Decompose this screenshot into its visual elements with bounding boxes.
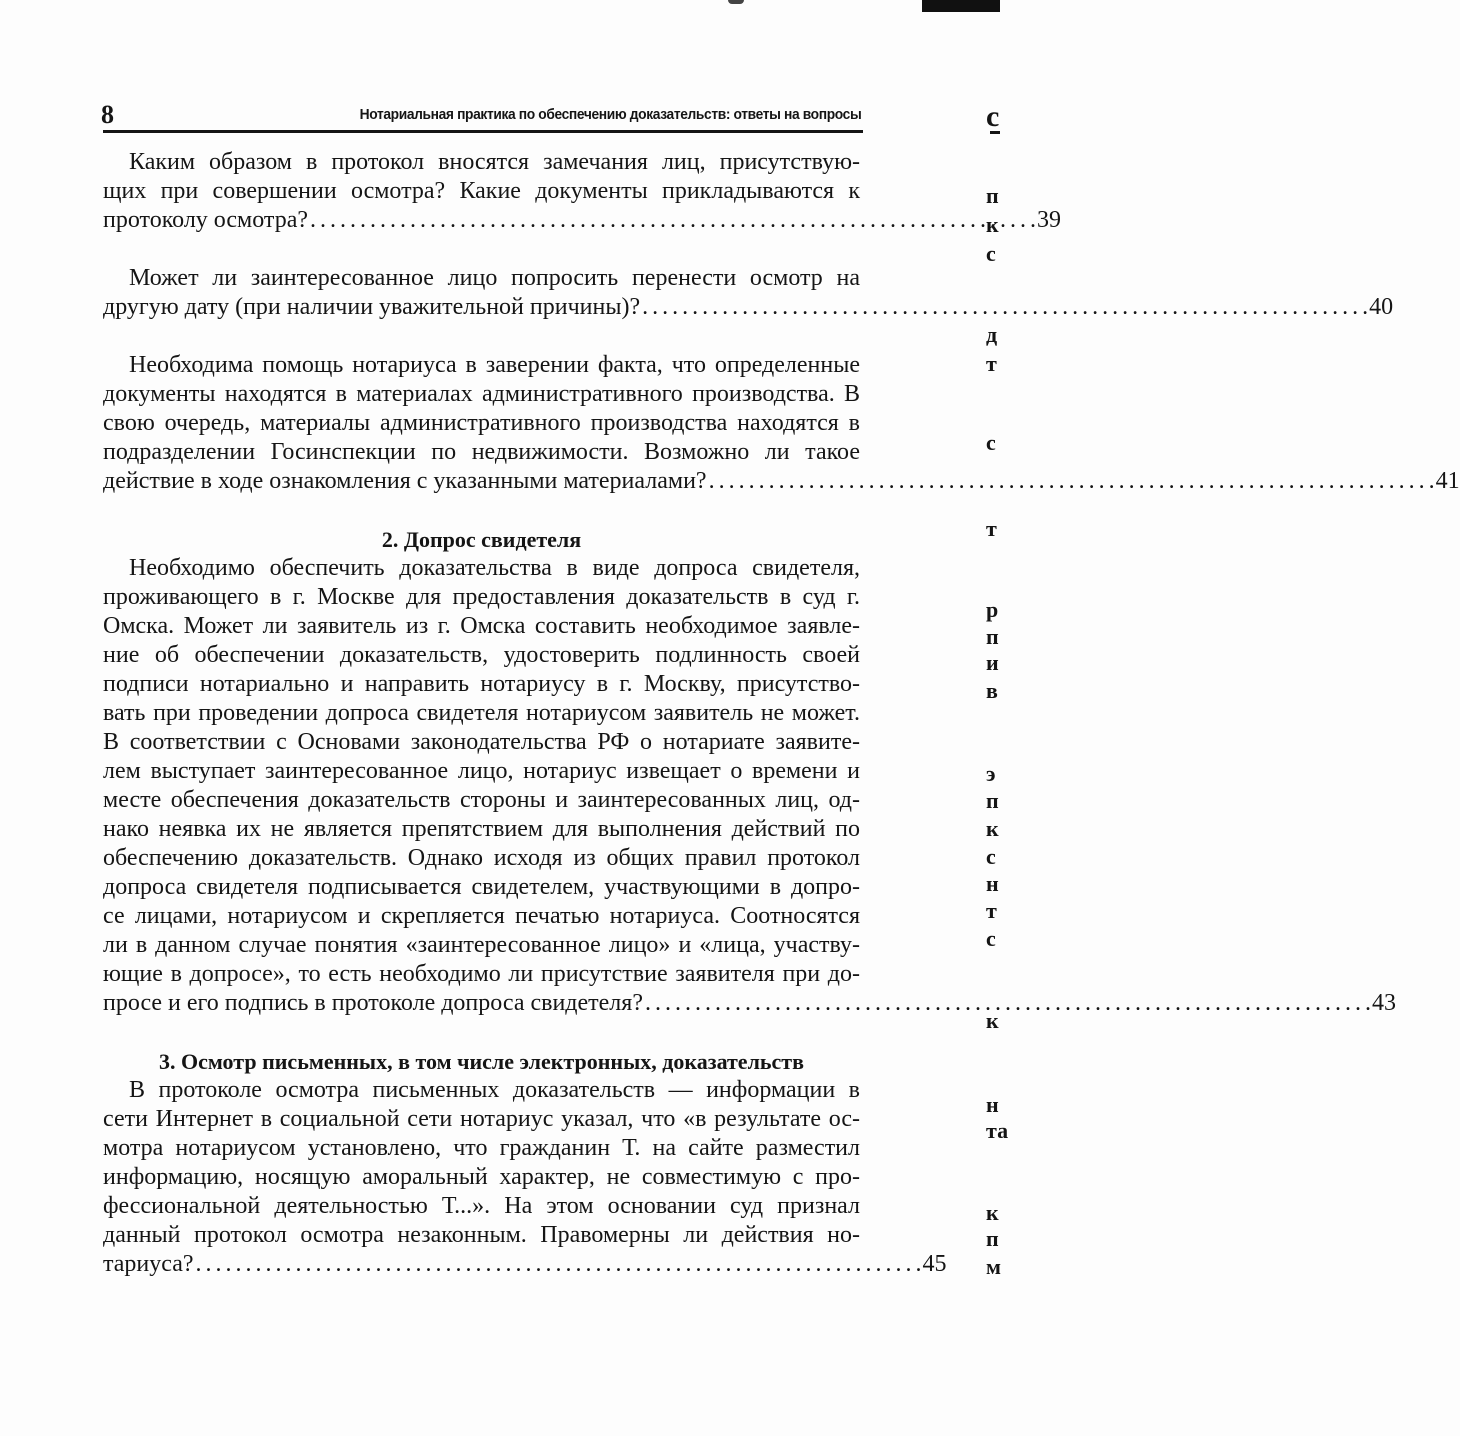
- scan-edge-bar: [922, 0, 1000, 12]
- entry-line: подразделении Госинспекции по недвижимости. Возможно ли такое: [103, 439, 860, 465]
- adjacent-page-fragment: н: [986, 871, 999, 896]
- section-heading: 2. Допрос свидетеля: [381, 527, 582, 552]
- toc-entry: [103, 1076, 947, 1279]
- entry-line: фессиональной деятельностью Т...». На этом основании суд признал: [103, 1193, 860, 1219]
- entry-line: се лицами, нотариусом и скрепляется печатью нотариуса. Соотносятся: [103, 903, 860, 929]
- entry-line: ли в данном случае понятия «заинтересованное лицо» и «лица, участву-: [103, 932, 860, 958]
- adjacent-page-fragment: та: [986, 1118, 1009, 1143]
- adjacent-page-fragment: п: [986, 788, 999, 813]
- entry-last-text: действие в ходе ознакомления с указанными материалами?: [103, 468, 707, 494]
- adjacent-page-fragment: с: [986, 241, 996, 266]
- entry-line: сети Интернет в социальной сети нотариус указал, что «в результате ос-: [103, 1106, 860, 1132]
- page-number: 8: [101, 100, 114, 129]
- dot-leader: [640, 293, 1369, 322]
- section-heading: 3. Осмотр письменных, в том числе электронных, доказательств: [158, 1049, 804, 1074]
- adjacent-page-fragment: с: [986, 926, 996, 951]
- entry-page-number: 43: [1371, 990, 1396, 1016]
- adjacent-page-fragment: с: [986, 844, 996, 869]
- entry-last-line: [103, 1250, 947, 1279]
- entry-line: лем выступает заинтересованное лицо, нотариус извещает о времени и: [103, 758, 860, 784]
- dot-leader: [707, 467, 1436, 496]
- adjacent-page-fragment: м: [986, 1254, 1001, 1279]
- adjacent-page-fragment: п: [986, 183, 999, 208]
- entry-line: документы находятся в материалах административного производства. В: [103, 381, 860, 407]
- entry-last-line: [103, 293, 1394, 322]
- entry-line: подписи нотариально и направить нотариусу в г. Москву, присутство-: [103, 671, 860, 697]
- dot-leader: [643, 989, 1372, 1018]
- adjacent-page-fragment: т: [986, 351, 997, 376]
- entry-line: свою очередь, материалы административного производства находятся в: [103, 410, 860, 436]
- adjacent-page-fragment: р: [986, 597, 999, 622]
- adjacent-page-fragment: с: [986, 430, 996, 455]
- toc-entry: [103, 148, 1062, 235]
- entry-page-number: 41: [1435, 468, 1460, 494]
- section-heading-block: [103, 525, 860, 554]
- header-rule: [103, 130, 863, 133]
- entry-line: проживающего в г. Москве для предоставления доказательств в суд г.: [103, 584, 860, 610]
- toc-entry: [103, 264, 1394, 322]
- entry-line: обеспечению доказательств. Однако исходя из общих правил протокол: [103, 845, 860, 871]
- entry-line: Необходима помощь нотариуса в заверении факта, что определенные: [129, 352, 860, 378]
- table-of-contents: [103, 148, 1460, 1279]
- running-title: Нотариальная практика по обеспечению доказательств: ответы на вопросы: [359, 106, 861, 123]
- section-heading-block: [103, 1047, 860, 1076]
- adjacent-page-fragment: в: [986, 678, 998, 703]
- entry-line: информацию, носящую аморальный характер, не совместимую с про-: [103, 1164, 860, 1190]
- entry-line: вать при проведении допроса свидетеля нотариусом заявитель не может.: [103, 700, 860, 726]
- dot-leader: [194, 1250, 923, 1279]
- adjacent-page-fragment: п: [986, 1226, 999, 1251]
- adjacent-page-fragment: к: [986, 212, 999, 237]
- entry-last-text: протоколу осмотра?: [103, 207, 309, 233]
- entry-page-number: 45: [922, 1251, 947, 1277]
- adjacent-page-fragment: т: [986, 898, 997, 923]
- entry-page-number: 40: [1369, 294, 1394, 320]
- adjacent-page-fragment: п: [986, 624, 999, 649]
- entry-line: данный протокол осмотра незаконным. Правомерны ли действия но-: [103, 1222, 860, 1248]
- scan-mark: [728, 0, 744, 4]
- adjacent-page-fragment: с: [986, 100, 1000, 133]
- entry-line: мотра нотариусом установлено, что гражданин Т. на сайте разместил: [103, 1135, 860, 1161]
- entry-line: Омска. Может ли заявитель из г. Омска составить необходимое заявле-: [103, 613, 860, 639]
- entry-line: щих при совершении осмотра? Какие документы прикладываются к: [103, 178, 860, 204]
- entry-line: ние об обеспечении доказательств, удостоверить подлинность своей: [103, 642, 860, 668]
- adjacent-page-fragment: к: [986, 1200, 999, 1225]
- adjacent-page-fragment: и: [986, 650, 999, 675]
- entry-line: Каким образом в протокол вносятся замечания лиц, присутствую-: [129, 149, 860, 175]
- entry-last-text: другую дату (при наличии уважительной причины)?: [103, 294, 641, 320]
- adjacent-page-fragment: д: [986, 322, 998, 347]
- entry-line: нако неявка их не является препятствием для выполнения действий по: [103, 816, 860, 842]
- entry-line: В протоколе осмотра письменных доказательств — информации в: [129, 1077, 860, 1103]
- entry-last-text: просе и его подпись в протоколе допроса свидетеля?: [103, 990, 643, 1016]
- entry-line: месте обеспечения доказательств стороны и заинтересованных лиц, од-: [103, 787, 860, 813]
- adjacent-page-fragment: к: [986, 1008, 999, 1033]
- adjacent-page-fragment: к: [986, 816, 999, 841]
- entry-line: В соответствии с Основами законодательства РФ о нотариате заявите-: [103, 729, 860, 755]
- entry-page-number: 39: [1037, 207, 1062, 233]
- entry-line: Может ли заинтересованное лицо попросить перенести осмотр на: [129, 265, 860, 291]
- entry-last-text: тариуса?: [103, 1251, 194, 1277]
- entry-line: Необходимо обеспечить доказательства в виде допроса свидетеля,: [129, 555, 860, 581]
- dot-leader: [308, 206, 1037, 235]
- toc-entry: [103, 554, 1396, 1018]
- entry-last-line: [103, 206, 1062, 235]
- adjacent-page-fragment: т: [986, 516, 997, 541]
- toc-entry: [103, 351, 1460, 496]
- entry-line: допроса свидетеля подписывается свидетелем, участвующими в допро-: [103, 874, 860, 900]
- entry-last-line: [103, 467, 1460, 496]
- adjacent-page-fragment: э: [986, 761, 996, 786]
- adjacent-page-fragment: н: [986, 1092, 999, 1117]
- entry-last-line: [103, 989, 1396, 1018]
- entry-line: ющие в допросе», то есть необходимо ли присутствие заявителя при до-: [103, 961, 860, 987]
